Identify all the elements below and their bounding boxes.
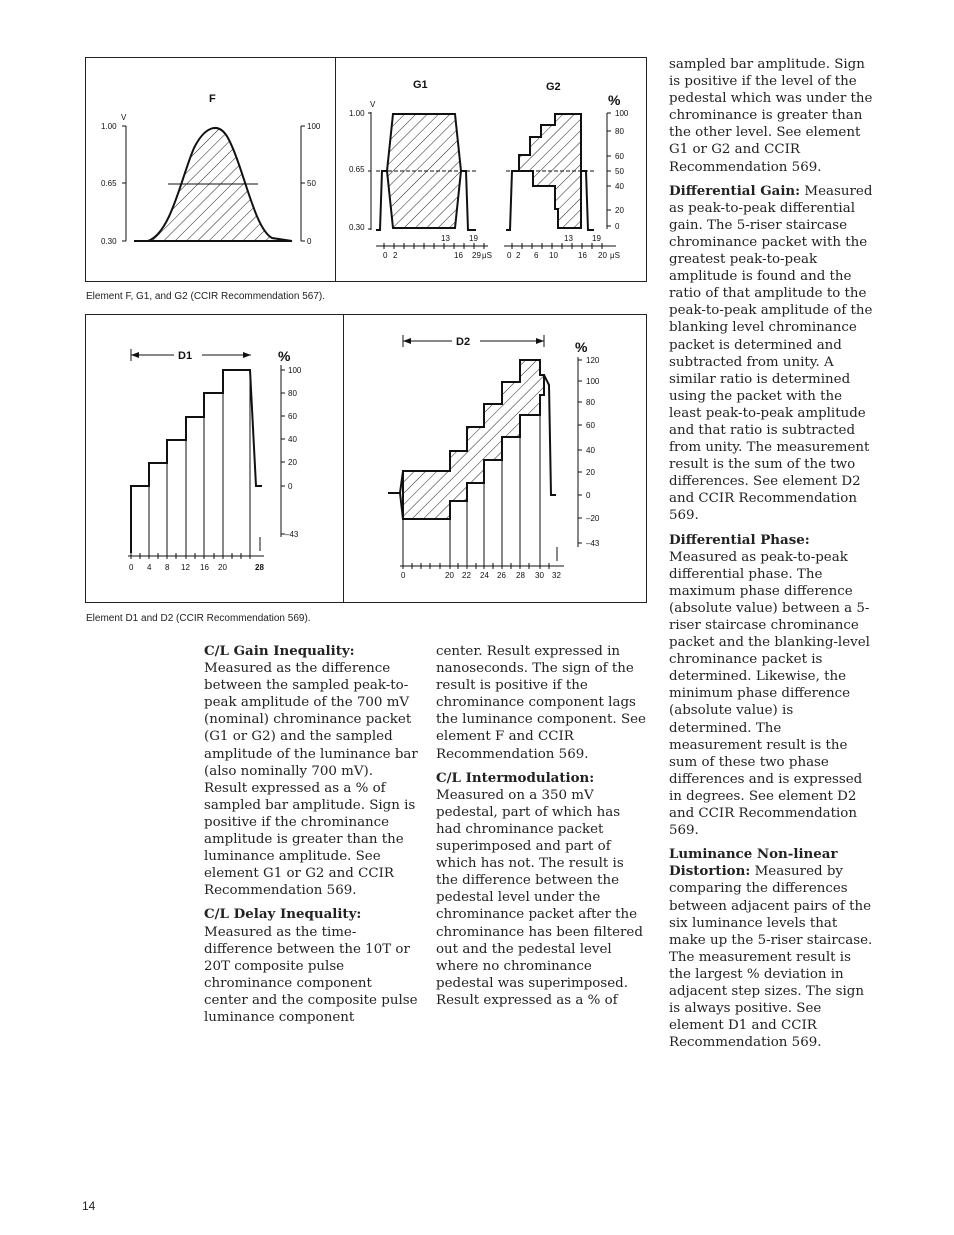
chart-d2-right-tick: 120 <box>586 356 600 365</box>
chart-f-v-unit: V <box>121 113 127 122</box>
chart-g-right-tick: 0 <box>615 222 620 231</box>
paragraph-cl-intermodulation-continued <box>669 56 877 176</box>
chart-g1-unit: μS <box>482 251 492 260</box>
chart-d1-right-tick: 60 <box>288 412 297 421</box>
chart-g1-title: G1 <box>413 79 428 91</box>
chart-f-left-tick: 1.00 <box>101 122 117 131</box>
chart-g-right-tick: 60 <box>615 152 624 161</box>
chart-g2-lower-tick: 16 <box>578 251 587 260</box>
term-body: Measured as peak-to-peak differential gain. The 5-riser staircase chrominance packet with the greatest peak-to-peak amplitude is found and the ratio of that amplitude to the peak-to-peak amplitude of the blanking level chrominance packet is determined and subtracted from unity. A similar ratio is determined using the packet with the least peak-to-peak amplitude and that ratio is subtracted from unity. The measurement result is the sum of the two differences. See element D2 and CCIR Recommendation 569. <box>669 183 873 524</box>
term-body: sampled bar amplitude. Sign is positive if the level of the pedestal which was under the chrominance is greater than the other level. See element G1 or G2 and CCIR Recommendation 569. <box>669 57 873 175</box>
chart-d2-title: D2 <box>456 336 471 348</box>
chart-g1-lower-tick: 16 <box>454 251 463 260</box>
chart-g1-lower-tick: 29 <box>472 251 481 260</box>
chart-d1-title: D1 <box>178 350 193 362</box>
chart-d1-right-tick: 0 <box>288 482 293 491</box>
chart-d2-right-tick: 0 <box>586 491 591 500</box>
paragraph-cl-intermodulation <box>436 770 648 1009</box>
figure2-caption: Element D1 and D2 (CCIR Recommendation 569). <box>86 613 311 624</box>
chart-d1-right-tick: 80 <box>288 389 297 398</box>
chart-f-right-tick: 50 <box>307 179 316 188</box>
figure1-caption: Element F, G1, and G2 (CCIR Recommendation 567). <box>86 291 325 302</box>
text-column-3 <box>669 56 877 1058</box>
term-body: Measured as the time-difference between the 10T or 20T composite pulse chrominance component center and the composite pulse luminance component <box>204 924 418 1025</box>
chart-d1-x-tick: 20 <box>218 563 227 572</box>
chart-g2-title: G2 <box>546 81 561 93</box>
chart-d1-right-tick: 20 <box>288 458 297 467</box>
chart-d2-right-tick: 60 <box>586 421 595 430</box>
chart-f-left-tick: 0.65 <box>101 179 117 188</box>
chart-d2-right-tick: 80 <box>586 398 595 407</box>
chart-g1-g2 <box>336 58 646 281</box>
chart-d2-x-tick: 30 <box>535 571 544 580</box>
page-number: 14 <box>82 1199 96 1213</box>
paragraph-cl-gain-inequality <box>204 643 418 899</box>
chart-f-left-tick: 0.30 <box>101 237 117 246</box>
term-heading: C/L Delay Inequality: <box>204 906 362 923</box>
chart-d1-staircase <box>131 370 262 553</box>
term-heading: C/L Gain Inequality: <box>204 643 355 659</box>
chart-g-pct-unit: % <box>608 92 621 108</box>
term-body: Measured as the difference between the sampled peak-to-peak amplitude of the 700 mV (nominal) chrominance packet (G1 or G2) and the sampled amplitude of the luminance bar (also nominally 700 mV). Result expressed as a % of sampled bar amplitude. Sign is positive if the chrominance amplitude is greater than the luminance amplitude. See element G1 or G2 and CCIR Recommendation 569. <box>204 661 418 899</box>
chart-d2-x-tick: 24 <box>480 571 489 580</box>
chart-d1-x-tick: 16 <box>200 563 209 572</box>
chart-g2-lower-tick: 20 <box>598 251 607 260</box>
chart-g-right-tick: 100 <box>615 109 629 118</box>
chart-d2-x-tick: 28 <box>516 571 525 580</box>
chart-d2-right-tick: –20 <box>586 514 600 523</box>
chart-d2-x-tick: 20 <box>445 571 454 580</box>
chart-d2-x-tick: 22 <box>462 571 471 580</box>
chart-d2-x-tick: 0 <box>401 571 406 580</box>
chart-f-right-tick: 0 <box>307 237 312 246</box>
term-heading: Luminance Non-linear Distortion: <box>669 846 838 880</box>
chart-g-left-tick: 1.00 <box>349 109 365 118</box>
chart-g2-upper-tick: 19 <box>592 234 601 243</box>
chart-g1-upper-tick: 19 <box>469 234 478 243</box>
term-body: Measured on a 350 mV pedestal, part of which has had chrominance packet superimposed and part of which has not. The result is the difference between the pedestal level under the chrominance packet after the chrominance has been filtered out and the pedestal level where no chrominance pedestal was superimposed. Result expressed as a % of <box>436 787 643 1008</box>
chart-g-left-tick: 0.65 <box>349 165 365 174</box>
paragraph-differential-phase <box>669 532 877 840</box>
term-body: Measured by comparing the differences between adjacent pairs of the six luminance levels that make up the 5-riser staircase. The measurement result is the largest % deviation in adjacent step sizes. The sign is always positive. See element D1 and CCIR Recommendation 569. <box>669 864 873 1051</box>
chart-g-left-tick: 0.30 <box>349 223 365 232</box>
chart-f-title: F <box>209 93 216 105</box>
chart-g2-lower-tick: 0 <box>507 251 512 260</box>
chart-d1-x-tick: 28 <box>255 563 264 572</box>
chart-d1-pct-unit: % <box>278 348 291 364</box>
term-heading: Differential Gain: <box>669 182 801 199</box>
chart-f <box>86 58 334 281</box>
chart-d1-right-tick: –43 <box>285 530 299 539</box>
chart-f-right-tick: 100 <box>307 122 321 131</box>
paragraph-cl-delay-continued <box>436 643 648 763</box>
chart-g-v-unit: V <box>370 100 376 109</box>
term-heading: C/L Intermodulation: <box>436 769 595 786</box>
chart-g-right-tick: 20 <box>615 206 624 215</box>
chart-d1-x-tick: 12 <box>181 563 190 572</box>
chart-d2-staircase-packet <box>403 360 544 519</box>
chart-d2-right-tick: 100 <box>586 377 600 386</box>
paragraph-cl-delay-inequality <box>204 906 418 1026</box>
chart-d2-right-tick: –43 <box>586 539 600 548</box>
chart-d1-right-tick: 40 <box>288 435 297 444</box>
chart-d2-x-tick: 26 <box>497 571 506 580</box>
chart-g1-lower-tick: 2 <box>393 251 398 260</box>
chart-d2-right-tick: 40 <box>586 446 595 455</box>
paragraph-differential-gain <box>669 183 877 525</box>
chart-d1 <box>86 315 342 602</box>
chart-g2-lower-tick: 10 <box>549 251 558 260</box>
chart-d1-x-tick: 4 <box>147 563 152 572</box>
chart-g-right-tick: 50 <box>615 167 624 176</box>
chart-g-right-tick: 40 <box>615 182 624 191</box>
chart-g1-lower-tick: 0 <box>383 251 388 260</box>
chart-d2-pct-unit: % <box>575 339 588 355</box>
chart-g-right-tick: 80 <box>615 127 624 136</box>
chart-g2-upper-tick: 13 <box>564 234 573 243</box>
chart-g2-lower-tick: 2 <box>516 251 521 260</box>
paragraph-luminance-nonlinear-distortion <box>669 846 877 1051</box>
text-column-2 <box>436 643 648 1016</box>
chart-d1-x-tick: 0 <box>129 563 134 572</box>
chart-d2-right-tick: 20 <box>586 468 595 477</box>
chart-d1-x-tick: 8 <box>165 563 170 572</box>
term-body: Measured as peak-to-peak differential phase. The maximum phase difference (absolute value) between a 5-riser staircase chrominance packet and the blanking-level chrominance packet is determined. Likewise, the minimum phase difference (absolute value) is determined. The measurement result is the sum of these two phase differences and is expressed in degrees. See element D2 and CCIR Recommendation 569. <box>669 549 870 839</box>
term-body: center. Result expressed in nanoseconds. The sign of the result is positive if the chrominance component lags the luminance component. See element F and CCIR Recommendation 569. <box>436 644 646 762</box>
chart-g1-upper-tick: 13 <box>441 234 450 243</box>
term-heading: Differential Phase: <box>669 531 810 548</box>
chart-g2-lower-tick: 6 <box>534 251 539 260</box>
chart-d1-right-tick: 100 <box>288 366 302 375</box>
text-column-1 <box>204 643 418 1033</box>
chart-d2-x-tick: 32 <box>552 571 561 580</box>
chart-g2-unit: μS <box>610 251 620 260</box>
chart-d2 <box>344 315 646 602</box>
